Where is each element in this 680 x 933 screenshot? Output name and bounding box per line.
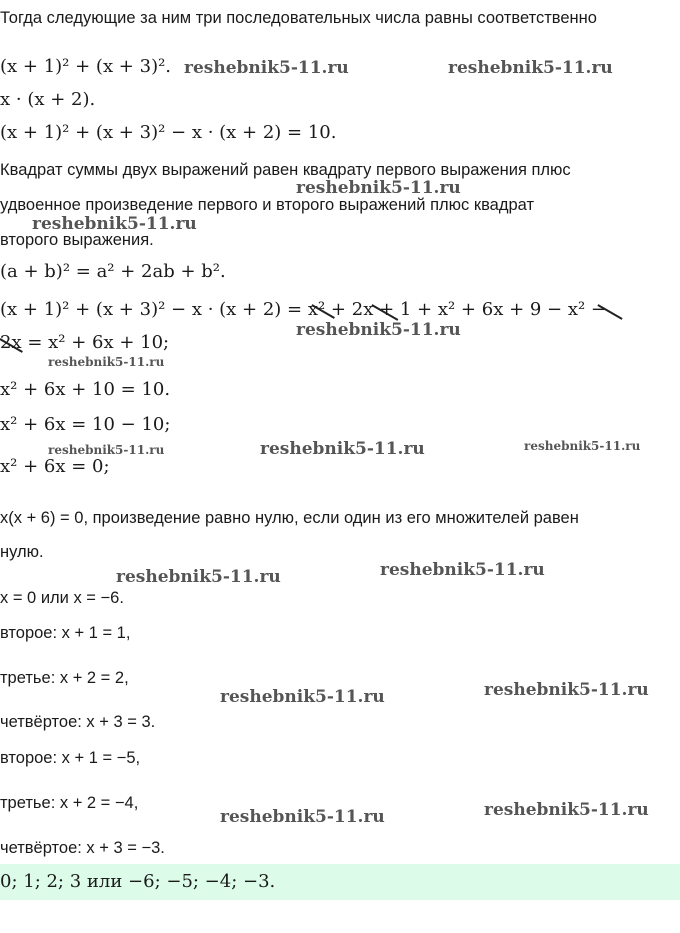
math-line: x² + 6x + 10 = 10. <box>0 379 171 400</box>
text-line: нулю. <box>0 543 44 561</box>
text-line: третье: x + 2 = 2, <box>0 669 129 687</box>
text-line: второе: x + 1 = −5, <box>0 749 141 767</box>
math-line: x² + 6x = 10 − 10; <box>0 414 171 435</box>
text-line: Квадрат суммы двух выражений равен квадрату первого выражения плюс <box>0 161 571 179</box>
watermark: reshebnik5-11.ru <box>116 567 281 587</box>
watermark: reshebnik5-11.ru <box>484 680 649 700</box>
text-line: x(x + 6) = 0, произведение равно нулю, если один из его множителей равен <box>0 509 579 527</box>
watermark: reshebnik5-11.ru <box>484 800 649 820</box>
watermark: reshebnik5-11.ru <box>32 214 197 234</box>
text-line: второго выражения. <box>0 231 154 249</box>
answer-text: 0; 1; 2; 3 или −6; −5; −4; −3. <box>0 871 276 892</box>
text-line: второе: x + 1 = 1, <box>0 624 131 642</box>
math-line: 2x = x² + 6x + 10; <box>0 332 170 353</box>
answer-box <box>0 864 680 900</box>
watermark: reshebnik5-11.ru <box>448 58 613 78</box>
watermark: reshebnik5-11.ru <box>48 355 165 369</box>
text-line: удвоенное произведение первого и второго выражений плюс квадрат <box>0 196 535 214</box>
math-line: (a + b)² = a² + 2ab + b². <box>0 261 226 282</box>
watermark: reshebnik5-11.ru <box>260 439 425 459</box>
watermark: reshebnik5-11.ru <box>380 560 545 580</box>
text-line: Тогда следующие за ним три последовательных числа равны соответственно <box>0 9 597 27</box>
watermark: reshebnik5-11.ru <box>48 443 165 457</box>
watermark: reshebnik5-11.ru <box>220 807 385 827</box>
math-line: (x + 1)² + (x + 3)² − x · (x + 2) = x² + 2x + 1 + x² + 6x + 9 − x² − <box>0 299 607 320</box>
text-line: четвёртое: x + 3 = −3. <box>0 839 165 857</box>
text-line: четвёртое: x + 3 = 3. <box>0 713 156 731</box>
text-line: третье: x + 2 = −4, <box>0 794 139 812</box>
text-line: x = 0 или x = −6. <box>0 589 124 607</box>
math-line: (x + 1)² + (x + 3)². <box>0 56 172 77</box>
watermark: reshebnik5-11.ru <box>296 178 461 198</box>
math-line: (x + 1)² + (x + 3)² − x · (x + 2) = 10. <box>0 122 337 143</box>
watermark: reshebnik5-11.ru <box>524 439 641 453</box>
watermark: reshebnik5-11.ru <box>296 320 461 340</box>
math-line: x² + 6x = 0; <box>0 456 110 477</box>
watermark: reshebnik5-11.ru <box>220 687 385 707</box>
watermark: reshebnik5-11.ru <box>184 58 349 78</box>
math-line: x · (x + 2). <box>0 89 96 110</box>
